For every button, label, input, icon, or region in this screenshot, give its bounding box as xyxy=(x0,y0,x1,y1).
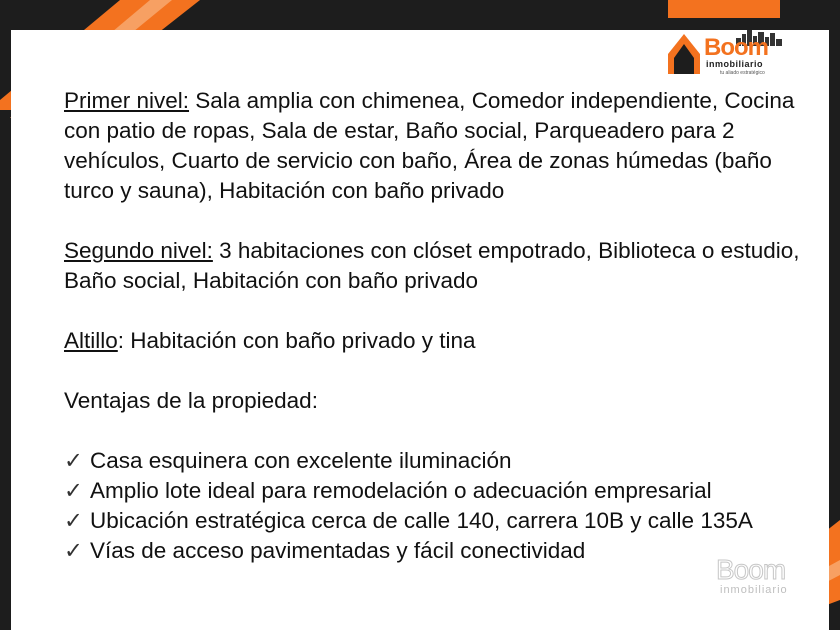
altillo-text: : Habitación con baño privado y tina xyxy=(117,328,476,353)
ventaja-item xyxy=(64,536,804,566)
ventaja-item xyxy=(64,506,804,536)
ventaja-item xyxy=(64,476,804,506)
logo-tagline-text: tu aliado estratégico xyxy=(720,70,765,76)
ventaja-text: Casa esquinera con excelente iluminación xyxy=(90,448,512,473)
check-icon: ✓ xyxy=(64,478,83,503)
primer-nivel-paragraph xyxy=(64,86,804,206)
segundo-nivel-text: 3 habitaciones con clóset empotrado, Biblioteca o estudio, Baño social, Habitación con baño privado xyxy=(64,238,800,293)
logo-brand-text: Boom xyxy=(704,34,768,61)
segundo-nivel-paragraph xyxy=(64,236,804,296)
check-icon: ✓ xyxy=(64,448,83,473)
watermark-brand-text: Boom xyxy=(716,554,786,585)
check-icon: ✓ xyxy=(64,538,83,563)
ventaja-text: Vías de acceso pavimentadas y fácil conectividad xyxy=(90,538,586,563)
logo-subtitle-text: inmobiliario xyxy=(706,59,764,69)
altillo-label: Altillo xyxy=(64,328,118,353)
property-description xyxy=(64,86,804,566)
ventajas-title: Ventajas de la propiedad: xyxy=(64,388,318,413)
primer-nivel-label: Primer nivel: xyxy=(64,88,190,113)
house-logo-icon xyxy=(664,28,704,78)
ventaja-text: Ubicación estratégica cerca de calle 140, carrera 10B y calle 135A xyxy=(90,508,753,533)
boom-logo xyxy=(664,28,788,78)
orange-bar-top-right xyxy=(668,0,780,18)
primer-nivel-text: Sala amplia con chimenea, Comedor independiente, Cocina con patio de ropas, Sala de estar, Baño social, Parqueadero para 2 vehículos, Cuarto de servicio con baño, Área de zonas húmedas (baño turco y sauna), Habitación con baño privado xyxy=(64,88,795,203)
check-icon: ✓ xyxy=(64,508,83,533)
segundo-nivel-label: Segundo nivel: xyxy=(64,238,213,263)
boom-watermark xyxy=(708,554,812,604)
ventaja-text: Amplio lote ideal para remodelación o adecuación empresarial xyxy=(90,478,712,503)
altillo-paragraph xyxy=(64,326,804,356)
watermark-subtitle-text: inmobiliario xyxy=(720,584,788,596)
ventaja-item xyxy=(64,446,804,476)
